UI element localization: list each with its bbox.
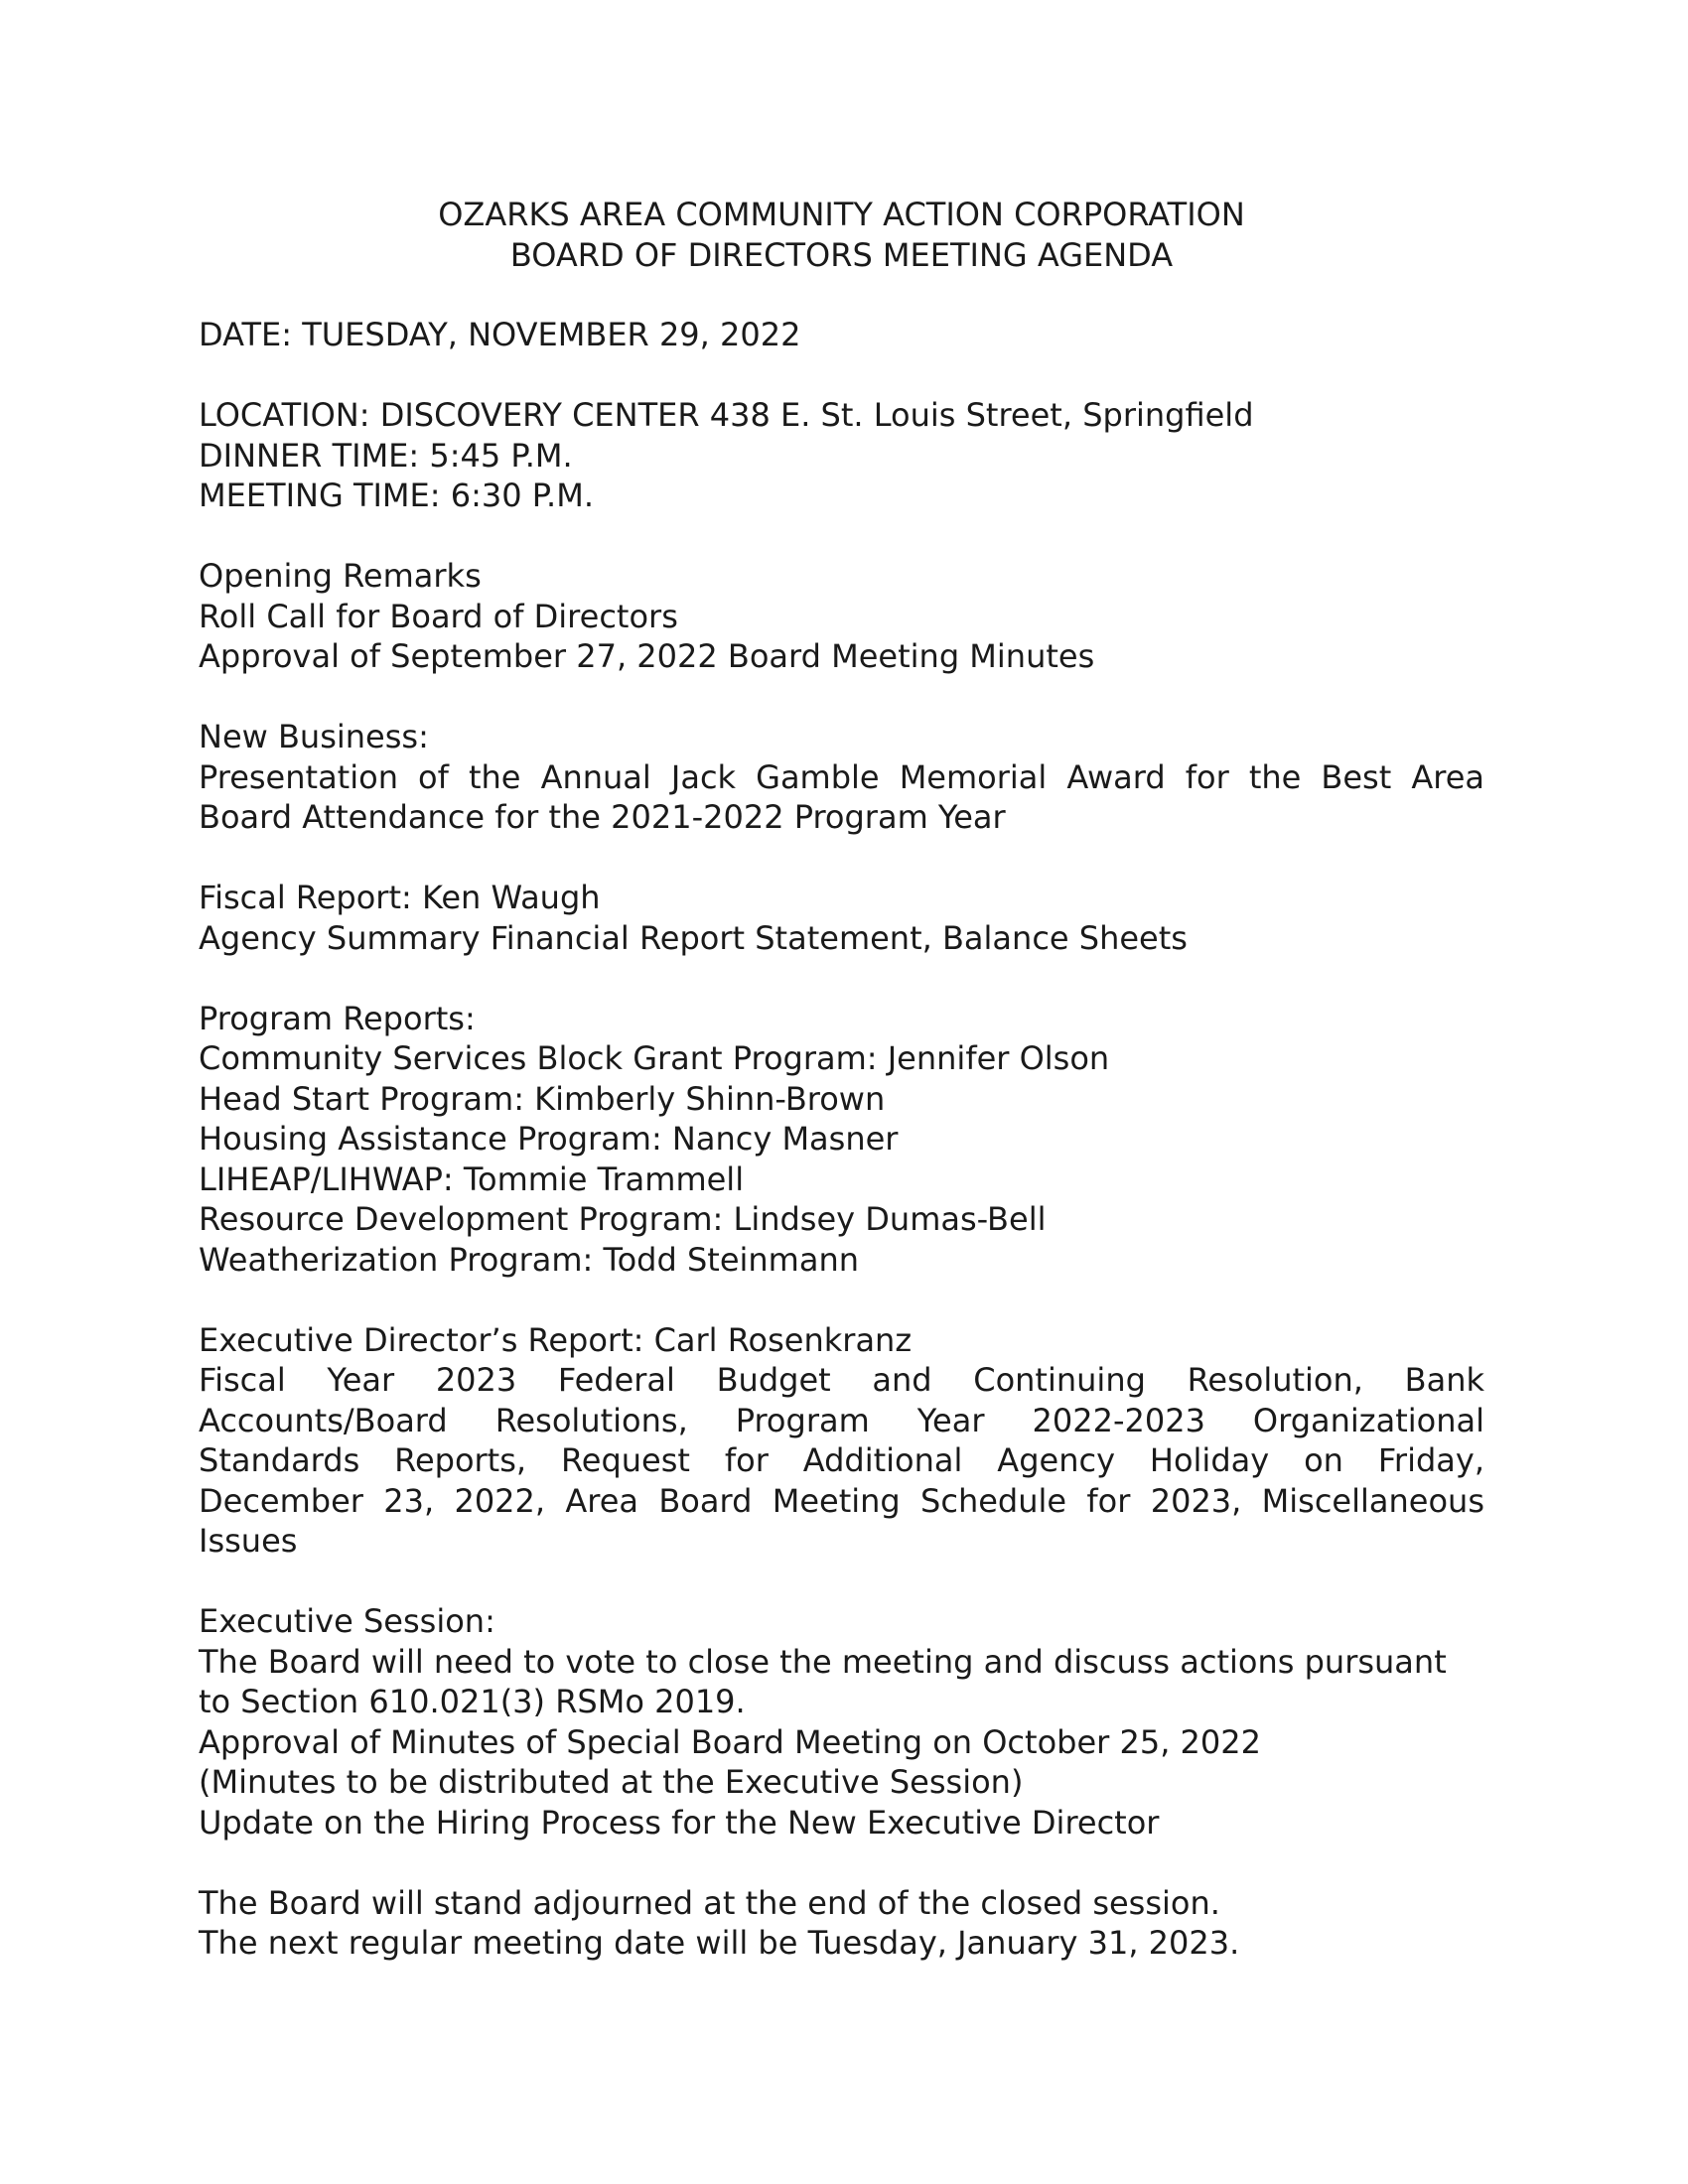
executive-session-line: The Board will need to vote to close the meeting and discuss actions pursuant [199,1642,1447,1681]
agenda-item: Roll Call for Board of Directors [199,597,678,635]
organization-name: OZARKS AREA COMMUNITY ACTION CORPORATION [438,196,1245,233]
program-report-item: LIHEAP/LIHWAP: Tommie Trammell [199,1160,745,1198]
executive-report-line: Fiscal Year 2023 Federal Budget and Continuing Resolution, Bank [199,1361,1484,1399]
agenda-header [199,195,1484,275]
executive-session-line: (Minutes to be distributed at the Executive Session) [199,1763,1024,1801]
new-business-section [199,717,1484,838]
executive-session-section [199,1601,1484,1843]
program-report-item: Weatherization Program: Todd Steinmann [199,1240,860,1279]
executive-report-line: Issues [199,1522,298,1560]
program-report-item: Resource Development Program: Lindsey Dumas-Bell [199,1200,1047,1238]
section-heading: Fiscal Report: Ken Waugh [199,879,601,916]
logistics-section [199,395,1484,516]
executive-report-line: Accounts/Board Resolutions, Program Year 2022-2023 Organizational [199,1401,1484,1439]
section-heading: Program Reports: [199,999,476,1037]
fiscal-section [199,878,1484,958]
opening-section [199,556,1484,677]
date-section [199,315,1484,355]
meeting-time: MEETING TIME: 6:30 P.M. [199,477,594,514]
executive-director-section [199,1320,1484,1562]
executive-session-line: to Section 610.021(3) RSMo 2019. [199,1683,746,1720]
program-reports-section [199,999,1484,1281]
section-heading: Executive Director’s Report: Carl Rosenkranz [199,1320,913,1359]
program-report-item: Head Start Program: Kimberly Shinn-Brown [199,1079,886,1118]
executive-session-line: Approval of Minutes of Special Board Meeting on October 25, 2022 [199,1722,1261,1761]
meeting-location: LOCATION: DISCOVERY CENTER 438 E. St. Louis Street, Springfield [199,396,1254,434]
adjournment-note: The Board will stand adjourned at the end of the closed session. [199,1883,1220,1922]
agenda-item: Approval of September 27, 2022 Board Meeting Minutes [199,637,1095,675]
program-report-item: Community Services Block Grant Program: Jennifer Olson [199,1039,1110,1077]
section-heading: Executive Session: [199,1602,495,1640]
program-report-item: Housing Assistance Program: Nancy Masner [199,1120,899,1158]
fiscal-text: Agency Summary Financial Report Statement, Balance Sheets [199,918,1188,957]
agenda-item: Opening Remarks [199,557,482,595]
executive-session-line: Update on the Hiring Process for the New Executive Director [199,1803,1160,1842]
closing-section [199,1883,1484,1964]
meeting-date: DATE: TUESDAY, NOVEMBER 29, 2022 [199,316,801,353]
dinner-time: DINNER TIME: 5:45 P.M. [199,436,573,475]
executive-report-line: Standards Reports, Request for Additional Agency Holiday on Friday, [199,1441,1484,1479]
new-business-line: Board Attendance for the 2021-2022 Program Year [199,798,1006,836]
document-title: BOARD OF DIRECTORS MEETING AGENDA [509,235,1174,274]
agenda-page [199,195,1484,2003]
section-heading: New Business: [199,718,429,755]
next-meeting-note: The next regular meeting date will be Tuesday, January 31, 2023. [199,1924,1240,1962]
new-business-line: Presentation of the Annual Jack Gamble Memorial Award for the Best Area [199,757,1484,796]
executive-report-line: December 23, 2022, Area Board Meeting Schedule for 2023, Miscellaneous [199,1481,1484,1520]
